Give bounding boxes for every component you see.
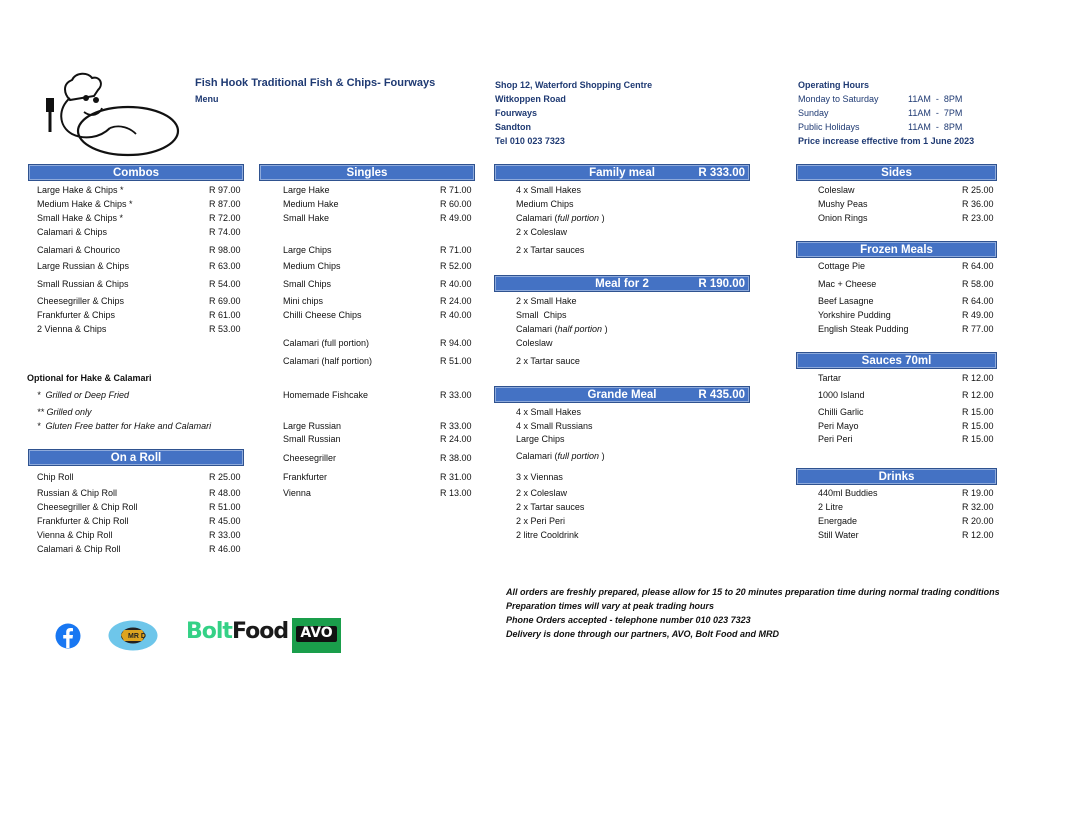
menu-item-name: Large Russian xyxy=(283,421,342,431)
menu-item-price: R 64.00 xyxy=(962,296,994,306)
menu-item-name: Small Hake xyxy=(283,213,330,223)
meal-item: 2 x Tartar sauces xyxy=(516,245,585,255)
meal-item: 4 x Small Russians xyxy=(516,421,593,431)
menu-item-price: R 71.00 xyxy=(440,185,472,195)
menu-item-name: Large Russian & Chips xyxy=(37,261,130,271)
avo-logo[interactable]: AVO xyxy=(292,618,341,653)
menu-item-name: English Steak Pudding xyxy=(818,324,909,334)
menu-item-name: 440ml Buddies xyxy=(818,488,878,498)
menu-item-name: 2 Vienna & Chips xyxy=(37,324,107,334)
telephone: Tel 010 023 7323 xyxy=(495,136,565,146)
menu-item-price: R 24.00 xyxy=(440,434,472,444)
meal-item: Calamari (half portion ) xyxy=(516,324,608,334)
hours-day: Public Holidays xyxy=(798,122,860,132)
hours-time: 11AM - 8PM xyxy=(908,94,963,104)
menu-item-name: Coleslaw xyxy=(818,185,855,195)
menu-item-name: Calamari & Chips xyxy=(37,227,108,237)
menu-item-name: Homemade Fishcake xyxy=(283,390,369,400)
menu-item-name: Vienna xyxy=(283,488,311,498)
menu-item-price: R 12.00 xyxy=(962,373,994,383)
sides-header: Sides xyxy=(796,164,997,181)
menu-item-name: Chilli Cheese Chips xyxy=(283,310,362,320)
menu-item-name: Medium Chips xyxy=(283,261,341,271)
menu-item-name: Cheesegriller & Chips xyxy=(37,296,125,306)
menu-item-name: Large Hake xyxy=(283,185,330,195)
menu-item-price: R 12.00 xyxy=(962,530,994,540)
meal-item: 2 litre Cooldrink xyxy=(516,530,579,540)
menu-item-name: Still Water xyxy=(818,530,859,540)
address-line: Witkoppen Road xyxy=(495,94,566,104)
optional-note: * Gluten Free batter for Hake and Calamari xyxy=(37,421,212,431)
menu-item-price: R 13.00 xyxy=(440,488,472,498)
menu-item-name: Cottage Pie xyxy=(818,261,866,271)
menu-item-name: Russian & Chip Roll xyxy=(37,488,118,498)
menu-item-price: R 24.00 xyxy=(440,296,472,306)
menu-item-name: Tartar xyxy=(818,373,842,383)
menu-item-price: R 51.00 xyxy=(440,356,472,366)
order-note: Phone Orders accepted - telephone number 010 023 7323 xyxy=(506,615,751,625)
menu-item-name: Small Russian & Chips xyxy=(37,279,129,289)
meal-for-2-header: Meal for 2 R 190.00 xyxy=(494,275,750,292)
menu-item-price: R 51.00 xyxy=(209,502,241,512)
hours-time: 11AM - 7PM xyxy=(908,108,963,118)
menu-item-name: Medium Hake xyxy=(283,199,339,209)
order-note: Delivery is done through our partners, AVO, Bolt Food and MRD xyxy=(506,629,780,639)
address-line: Fourways xyxy=(495,108,538,118)
meal-item: 2 x Small Hake xyxy=(516,296,577,306)
meal-item: 3 x Viennas xyxy=(516,472,563,482)
menu-item-name: 2 Litre xyxy=(818,502,844,512)
menu-item-price: R 38.00 xyxy=(440,453,472,463)
menu-item-price: R 97.00 xyxy=(209,185,241,195)
menu-item-name: Peri Peri xyxy=(818,434,853,444)
meal-item: 4 x Small Hakes xyxy=(516,407,582,417)
menu-item-price: R 77.00 xyxy=(962,324,994,334)
order-note: Preparation times will vary at peak trading hours xyxy=(506,601,715,611)
menu-item-price: R 49.00 xyxy=(962,310,994,320)
menu-item-name: Frankfurter & Chips xyxy=(37,310,116,320)
menu-label: Menu xyxy=(195,94,219,104)
meal-item: Large Chips xyxy=(516,434,565,444)
menu-item-price: R 94.00 xyxy=(440,338,472,348)
menu-item-price: R 25.00 xyxy=(962,185,994,195)
meal-item: Small Chips xyxy=(516,310,567,320)
menu-item-name: Chip Roll xyxy=(37,472,74,482)
menu-item-price: R 48.00 xyxy=(209,488,241,498)
meal-item: Medium Chips xyxy=(516,199,574,209)
menu-item-name: Calamari & Chourico xyxy=(37,245,121,255)
hours-time: 11AM - 8PM xyxy=(908,122,963,132)
menu-item-price: R 63.00 xyxy=(209,261,241,271)
menu-item-name: Small Chips xyxy=(283,279,332,289)
hours-title: Operating Hours xyxy=(798,80,870,90)
hours-day: Monday to Saturday xyxy=(798,94,879,104)
menu-item-name: Frankfurter & Chip Roll xyxy=(37,516,129,526)
menu-item-name: Calamari (half portion) xyxy=(283,356,373,366)
meal-item: 4 x Small Hakes xyxy=(516,185,582,195)
menu-item-price: R 33.00 xyxy=(440,421,472,431)
menu-item-price: R 52.00 xyxy=(440,261,472,271)
menu-item-name: Calamari (full portion) xyxy=(283,338,370,348)
optional-note: * Grilled or Deep Fried xyxy=(37,390,130,400)
menu-item-price: R 19.00 xyxy=(962,488,994,498)
mrd-label: MR D xyxy=(128,633,146,640)
sauces-header: Sauces 70ml xyxy=(796,352,997,369)
menu-item-name: Large Chips xyxy=(283,245,332,255)
menu-item-price: R 64.00 xyxy=(962,261,994,271)
price-note: Price increase effective from 1 June 2023 xyxy=(798,136,975,146)
menu-item-price: R 25.00 xyxy=(209,472,241,482)
menu-item-price: R 46.00 xyxy=(209,544,241,554)
menu-item-name: Calamari & Chip Roll xyxy=(37,544,121,554)
optional-title: Optional for Hake & Calamari xyxy=(27,373,152,383)
address-line: Shop 12, Waterford Shopping Centre xyxy=(495,80,653,90)
menu-item-price: R 23.00 xyxy=(962,213,994,223)
menu-item-price: R 71.00 xyxy=(440,245,472,255)
grande-meal-header: Grande Meal R 435.00 xyxy=(494,386,750,403)
menu-item-name: Chilli Garlic xyxy=(818,407,864,417)
menu-item-name: Onion Rings xyxy=(818,213,868,223)
drinks-header: Drinks xyxy=(796,468,997,485)
optional-note: ** Grilled only xyxy=(37,407,92,417)
meal-item: 2 x Coleslaw xyxy=(516,227,568,237)
menu-item-price: R 54.00 xyxy=(209,279,241,289)
family-meal-header: Family meal R 333.00 xyxy=(494,164,750,181)
menu-item-price: R 45.00 xyxy=(209,516,241,526)
menu-item-price: R 53.00 xyxy=(209,324,241,334)
meal-item: 2 x Peri Peri xyxy=(516,516,566,526)
meal-item: 2 x Tartar sauces xyxy=(516,502,585,512)
menu-item-name: Yorkshire Pudding xyxy=(818,310,891,320)
menu-item-price: R 32.00 xyxy=(962,502,994,512)
menu-item-price: R 58.00 xyxy=(962,279,994,289)
menu-item-price: R 69.00 xyxy=(209,296,241,306)
menu-item-price: R 60.00 xyxy=(440,199,472,209)
menu-item-price: R 40.00 xyxy=(440,310,472,320)
menu-item-price: R 49.00 xyxy=(440,213,472,223)
menu-item-price: R 20.00 xyxy=(962,516,994,526)
menu-item-price: R 87.00 xyxy=(209,199,241,209)
frozen-meals-header: Frozen Meals xyxy=(796,241,997,258)
menu-item-name: Large Hake & Chips * xyxy=(37,185,124,195)
mrd-logo[interactable] xyxy=(108,620,158,651)
menu-item-price: R 72.00 xyxy=(209,213,241,223)
combos-header: Combos xyxy=(28,164,244,181)
menu-item-price: R 15.00 xyxy=(962,421,994,431)
menu-item-name: Mushy Peas xyxy=(818,199,868,209)
menu-item-name: Mac + Cheese xyxy=(818,279,877,289)
menu-item-name: Cheesegriller & Chip Roll xyxy=(37,502,138,512)
menu-item-price: R 33.00 xyxy=(440,390,472,400)
menu-item-name: Medium Hake & Chips * xyxy=(37,199,133,209)
bolt-food-logo[interactable]: BoltFood xyxy=(186,619,289,644)
address-line: Sandton xyxy=(495,122,531,132)
menu-item-name: Frankfurter xyxy=(283,472,328,482)
chef-fish-logo xyxy=(40,68,182,158)
meal-item: 2 x Coleslaw xyxy=(516,488,568,498)
menu-item-price: R 33.00 xyxy=(209,530,241,540)
menu-item-name: 1000 Island xyxy=(818,390,865,400)
facebook-icon[interactable] xyxy=(55,623,81,649)
on-a-roll-header: On a Roll xyxy=(28,449,244,466)
menu-item-name: Beef Lasagne xyxy=(818,296,874,306)
restaurant-title: Fish Hook Traditional Fish & Chips- Fourways xyxy=(195,77,436,89)
menu-item-name: Peri Mayo xyxy=(818,421,859,431)
meal-item: Coleslaw xyxy=(516,338,553,348)
meal-item: Calamari (full portion ) xyxy=(516,213,605,223)
menu-item-name: Energade xyxy=(818,516,858,526)
meal-item: Calamari (full portion ) xyxy=(516,451,605,461)
menu-item-price: R 36.00 xyxy=(962,199,994,209)
menu-item-price: R 98.00 xyxy=(209,245,241,255)
order-note: All orders are freshly prepared, please allow for 15 to 20 minutes preparation time during normal trading conditions xyxy=(506,587,1000,597)
menu-item-name: Cheesegriller xyxy=(283,453,337,463)
menu-item-price: R 40.00 xyxy=(440,279,472,289)
menu-item-name: Mini chips xyxy=(283,296,324,306)
menu-item-price: R 74.00 xyxy=(209,227,241,237)
menu-item-price: R 31.00 xyxy=(440,472,472,482)
menu-item-price: R 61.00 xyxy=(209,310,241,320)
menu-item-price: R 15.00 xyxy=(962,434,994,444)
menu-item-name: Small Russian xyxy=(283,434,341,444)
menu-item-name: Small Hake & Chips * xyxy=(37,213,124,223)
singles-header: Singles xyxy=(259,164,475,181)
menu-item-name: Vienna & Chip Roll xyxy=(37,530,113,540)
menu-item-price: R 12.00 xyxy=(962,390,994,400)
meal-item: 2 x Tartar sauce xyxy=(516,356,580,366)
menu-item-price: R 15.00 xyxy=(962,407,994,417)
hours-day: Sunday xyxy=(798,108,829,118)
